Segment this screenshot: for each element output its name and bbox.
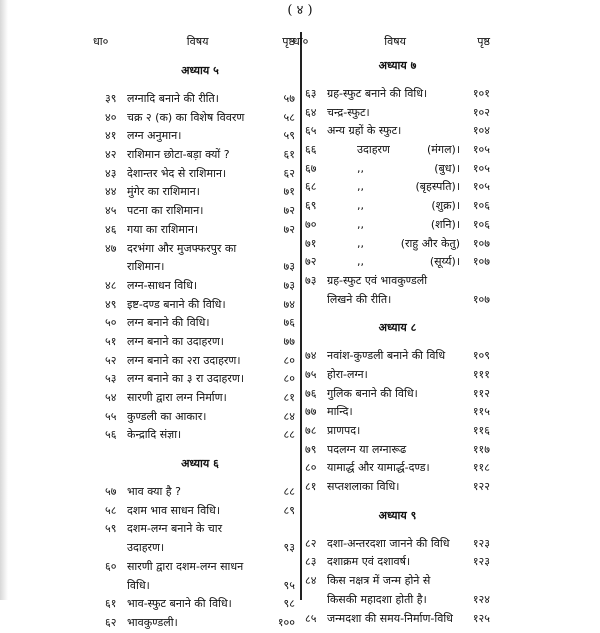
entry-number: ५९ — [105, 522, 117, 536]
toc-entry — [105, 146, 295, 165]
toc-entry — [105, 426, 295, 445]
entry-number: ७१ — [305, 236, 317, 250]
toc-entry — [105, 127, 295, 146]
entry-number: ६२ — [105, 615, 117, 629]
entry-title: प्राणपद। — [327, 424, 361, 437]
entry-page: ७६ — [283, 316, 295, 330]
entry-number: ८१ — [305, 480, 317, 494]
entry-number: ४६ — [105, 222, 117, 236]
entry-page: ७३ — [283, 278, 295, 292]
entry-number: ४४ — [105, 185, 117, 199]
entry-number: ४० — [105, 110, 117, 124]
chapter-heading: अध्याय ५ — [181, 64, 219, 77]
entry-page: १०६ — [472, 199, 490, 213]
toc-entry — [305, 385, 490, 404]
entry-title: पटना का राशिमान। — [127, 204, 204, 218]
chapter-heading: अध्याय ९ — [378, 508, 417, 522]
entry-title: नवांश-कुण्डली बनाने की विधि — [327, 349, 446, 363]
entry-page: ११७ — [472, 442, 490, 456]
toc-entry — [105, 202, 295, 221]
toc-entry — [105, 296, 295, 315]
entry-title: सप्तशलाका विधि। — [327, 480, 400, 494]
entry-number: ८० — [305, 461, 317, 475]
entry-title: ,, — [357, 199, 364, 213]
entry-page: १०२ — [472, 105, 490, 119]
entry-page: १०० — [277, 615, 295, 629]
entry-page: ८१ — [283, 391, 295, 404]
entry-title: भाव क्या है ? — [127, 485, 181, 499]
entry-number: ६८ — [305, 180, 317, 194]
entry-number: ७८ — [305, 424, 317, 437]
chapter-heading: अध्याय ८ — [378, 321, 417, 335]
header-page: पृष्ठ — [477, 34, 490, 48]
toc-entry — [305, 610, 490, 629]
entry-page: ८८ — [283, 428, 295, 442]
entry-title: ग्रह-स्फुट एवं भावकुण्डली — [327, 273, 428, 287]
toc-entry — [105, 539, 295, 558]
entry-number — [305, 591, 327, 610]
entry-number — [105, 258, 127, 277]
entry-number: ५७ — [105, 485, 117, 499]
entry-page: १०७ — [472, 236, 490, 250]
entry-page: १२३ — [472, 555, 490, 569]
header-subject: विषय — [384, 34, 406, 48]
toc-entry — [305, 291, 490, 310]
entry-title: राशिमान। — [127, 260, 165, 274]
entry-title: गुलिक बनाने की विधि। — [327, 386, 418, 400]
entry-page: ९३ — [283, 541, 295, 555]
toc-entry — [105, 577, 295, 596]
toc-entry — [305, 216, 490, 235]
entry-number — [105, 539, 127, 558]
toc-entry — [105, 370, 295, 389]
entry-planet: (मंगल)। — [427, 143, 460, 157]
entry-title: लग्न बनाने का ३ रा उदाहरण। — [127, 372, 245, 386]
entry-title: पदलग्न या लग्नारूढ — [327, 442, 407, 456]
entry-number: ५१ — [105, 334, 117, 348]
entry-title: ,, — [357, 217, 364, 231]
toc-entry — [305, 422, 490, 441]
entry-title: लग्न बनाने का २रा उदाहरण। — [127, 353, 241, 367]
entry-number: ४३ — [105, 166, 117, 180]
entry-page: १२५ — [472, 611, 490, 625]
entry-title: दरभंगा और मुजफ्फरपुर का — [127, 241, 237, 255]
entry-page: १०५ — [472, 180, 490, 194]
toc-entry — [305, 122, 490, 141]
entry-page: ५९ — [283, 129, 295, 143]
entry-page: ८० — [283, 353, 295, 367]
entry-page — [265, 558, 295, 577]
entry-page: ७३ — [283, 260, 295, 274]
entry-number: ६५ — [305, 124, 317, 138]
entry-planet: (राहु और केतु) — [400, 236, 460, 250]
entry-page: १०७ — [472, 292, 490, 306]
entry-page: १२४ — [472, 592, 490, 606]
toc-entry — [305, 178, 490, 197]
entry-number: ७९ — [305, 442, 317, 456]
column-divider — [300, 32, 302, 600]
entry-number: ५६ — [105, 428, 117, 442]
column-header — [293, 30, 490, 52]
toc-entry — [305, 441, 490, 460]
toc-entry — [305, 366, 490, 385]
entry-number: ४८ — [105, 278, 117, 292]
entry-number: ७७ — [305, 405, 317, 419]
toc-entry — [105, 240, 295, 259]
entry-title: लग्न अनुमान। — [127, 129, 182, 143]
entry-planet: (शुक्र)। — [431, 199, 460, 213]
entry-number: ६६ — [305, 143, 317, 157]
toc-entry — [105, 614, 295, 633]
entry-planet: (सूर्य्य)। — [429, 255, 460, 269]
entry-number: ८२ — [305, 536, 317, 550]
entry-page: ८८ — [283, 485, 295, 499]
entry-number: ६३ — [305, 87, 317, 100]
toc-entry — [105, 502, 295, 521]
chapter-heading: अध्याय ७ — [378, 59, 417, 72]
entry-title: दशा-अन्तरदशा जानने की विधि — [327, 536, 450, 550]
entry-page: ७१ — [283, 185, 295, 199]
entry-page: ५८ — [283, 110, 295, 124]
entry-page: १०६ — [472, 217, 490, 231]
entry-title: मान्दि। — [327, 405, 353, 419]
entry-title: लग्नादि बनाने की रीति। — [127, 92, 219, 105]
entry-page: ९८ — [283, 597, 295, 611]
entry-page: ७७ — [283, 334, 295, 348]
toc-entry — [105, 314, 295, 333]
entry-title: उदाहरण — [357, 143, 391, 157]
toc-entry — [305, 141, 490, 160]
entry-number: ७६ — [305, 386, 317, 400]
entry-title: ,, — [357, 236, 364, 250]
toc-entry — [305, 272, 490, 291]
entry-number: ८४ — [305, 574, 317, 588]
entry-page: १०७ — [472, 255, 490, 269]
entry-title: दशाक्रम एवं दशावर्ष। — [327, 555, 411, 569]
chapter-heading: अध्याय ६ — [181, 457, 219, 471]
entry-title: भाव-स्फुट बनाने की विधि। — [127, 597, 232, 611]
entry-title: ग्रह-स्फुट बनाने की विधि। — [327, 87, 428, 100]
entry-number: ६१ — [105, 597, 117, 611]
toc-entry — [105, 277, 295, 296]
entry-number: ६७ — [305, 161, 317, 175]
entry-page: १२३ — [472, 536, 490, 550]
entry-number: ४२ — [105, 148, 117, 162]
entry-title: जन्मदशा की समय-निर्माण-विधि — [327, 611, 453, 625]
entry-number: ५० — [105, 316, 117, 330]
entry-number: ७४ — [305, 349, 317, 363]
left-column — [93, 30, 295, 633]
entry-page — [460, 272, 490, 291]
entry-page: १०५ — [472, 161, 490, 175]
column-header — [93, 30, 295, 52]
entry-number: ५५ — [105, 409, 117, 423]
entry-page — [460, 572, 490, 591]
entry-number: ४७ — [105, 241, 117, 255]
entry-title: ,, — [357, 180, 364, 194]
entry-title: भावकुण्डली। — [127, 615, 178, 629]
header-number: धा० — [293, 34, 309, 48]
toc-entry — [305, 104, 490, 123]
entry-page — [265, 240, 295, 259]
entry-number: ७५ — [305, 367, 317, 381]
entry-number: ३९ — [105, 92, 117, 105]
toc-entry — [305, 535, 490, 554]
toc-entry — [105, 408, 295, 427]
entry-title: मुंगेर का राशिमान। — [127, 185, 200, 199]
entry-number: ७३ — [305, 273, 317, 287]
entry-number: ५८ — [105, 503, 117, 517]
toc-entry — [305, 403, 490, 422]
page-fold-shadow — [0, 0, 8, 600]
toc-entry — [105, 483, 295, 502]
entry-title: राशिमान छोटा-बड़ा क्यों ? — [127, 148, 230, 162]
header-subject: विषय — [186, 34, 209, 48]
entry-page: ८० — [283, 372, 295, 386]
entry-title: इष्ट-दण्ड बनाने की विधि। — [127, 297, 226, 311]
entry-title: किस नक्षत्र में जन्म होने से — [327, 574, 431, 588]
entry-page: ६२ — [283, 166, 295, 180]
toc-entry — [105, 183, 295, 202]
entry-page: १०९ — [472, 349, 490, 363]
entry-title: देशान्तर भेद से राशिमान। — [127, 166, 227, 180]
entry-title: सारणी द्वारा लग्न निर्माण। — [127, 391, 227, 404]
entry-number — [305, 291, 327, 310]
toc-entry — [305, 553, 490, 572]
entry-page: १११ — [472, 367, 490, 381]
entry-number — [105, 577, 127, 596]
entry-number: ६४ — [305, 105, 317, 119]
entry-page: ७४ — [283, 297, 295, 311]
toc-entry — [105, 558, 295, 577]
entry-title: कुण्डली का आकार। — [127, 409, 207, 423]
toc-entry — [305, 591, 490, 610]
toc-entry — [105, 90, 295, 109]
toc-entry — [105, 389, 295, 408]
entry-number: ८५ — [305, 611, 317, 625]
entry-page: ११८ — [472, 461, 490, 475]
entry-page: ११२ — [472, 386, 490, 400]
toc-entry — [305, 235, 490, 254]
entry-title: अन्य ग्रहों के स्फुट। — [327, 124, 402, 138]
entry-title: उदाहरण। — [127, 541, 165, 555]
entry-number: ५२ — [105, 353, 117, 367]
entry-page: ११५ — [472, 405, 490, 419]
entry-page: ८९ — [283, 503, 295, 517]
entry-number: ७० — [305, 217, 317, 231]
toc-entry — [305, 253, 490, 272]
toc-entry — [105, 221, 295, 240]
toc-entry — [305, 85, 490, 104]
entry-title: लिखने की रीति। — [327, 292, 392, 306]
toc-entry — [105, 109, 295, 128]
entry-number: ६९ — [305, 199, 317, 213]
toc-entry — [105, 258, 295, 277]
entry-title: विधि। — [127, 578, 150, 592]
toc-entry — [105, 352, 295, 371]
entry-number: ४१ — [105, 129, 117, 143]
entry-page: १०५ — [472, 143, 490, 157]
toc-entry — [305, 347, 490, 366]
entry-title: चक्र २ (क) का विशेष विवरण — [127, 110, 245, 124]
right-column — [293, 30, 490, 628]
entry-title: लग्न बनाने का उदाहरण। — [127, 334, 224, 348]
entry-title: ,, — [357, 161, 364, 175]
entry-planet: (बृहस्पति)। — [415, 180, 460, 194]
entry-number: ५३ — [105, 372, 117, 386]
toc-entry — [305, 160, 490, 179]
entry-planet: (शनि)। — [430, 217, 460, 231]
entry-number: ७२ — [305, 255, 317, 269]
entry-planet: (बुध)। — [434, 161, 460, 175]
entry-title: किसकी महादशा होती है। — [327, 592, 427, 606]
entry-title: लग्न बनाने की विधि। — [127, 316, 210, 330]
entry-page: १०१ — [472, 87, 490, 100]
toc-entry — [305, 197, 490, 216]
header-page: पृष्ठ — [282, 34, 295, 48]
entry-title: लग्न-साधन विधि। — [127, 278, 198, 292]
toc-entry — [105, 520, 295, 539]
entry-number: ४५ — [105, 204, 117, 218]
entry-page: ११६ — [472, 424, 490, 437]
toc-entry — [305, 459, 490, 478]
toc-entry — [105, 165, 295, 184]
entry-page: ७२ — [283, 204, 295, 218]
entry-title: होरा-लग्न। — [327, 367, 368, 381]
entry-number: ५४ — [105, 391, 117, 404]
header-number: धा० — [93, 34, 109, 48]
entry-title: यामार्द्ध और यामार्द्ध-दण्ड। — [327, 461, 430, 475]
entry-page: ८४ — [283, 409, 295, 423]
entry-number: ६० — [105, 559, 117, 573]
entry-page: ५७ — [283, 92, 295, 105]
entry-page: ६१ — [283, 148, 295, 162]
page-number: ( ४ ) — [287, 3, 313, 18]
toc-entry — [305, 572, 490, 591]
entry-page: ७२ — [283, 222, 295, 236]
entry-title: केन्द्रादि संज्ञा। — [127, 428, 182, 442]
toc-entry — [105, 595, 295, 614]
entry-number: ८३ — [305, 555, 317, 569]
entry-page: १२२ — [472, 480, 490, 494]
entry-title: दशम-लग्न बनाने के चार — [127, 522, 223, 536]
entry-title: ,, — [357, 255, 364, 269]
entry-number: ४९ — [105, 297, 117, 311]
entry-page: ९५ — [283, 578, 295, 592]
toc-entry — [305, 478, 490, 497]
entry-title: सारणी द्वारा दशम-लग्न साधन — [127, 559, 244, 573]
entry-title: गया का राशिमान। — [127, 222, 199, 236]
entry-page — [265, 520, 295, 539]
toc-entry — [105, 333, 295, 352]
entry-title: चन्द्र-स्फुट। — [327, 105, 370, 119]
entry-title: दशम भाव साधन विधि। — [127, 503, 220, 517]
entry-page: १०४ — [472, 124, 490, 138]
